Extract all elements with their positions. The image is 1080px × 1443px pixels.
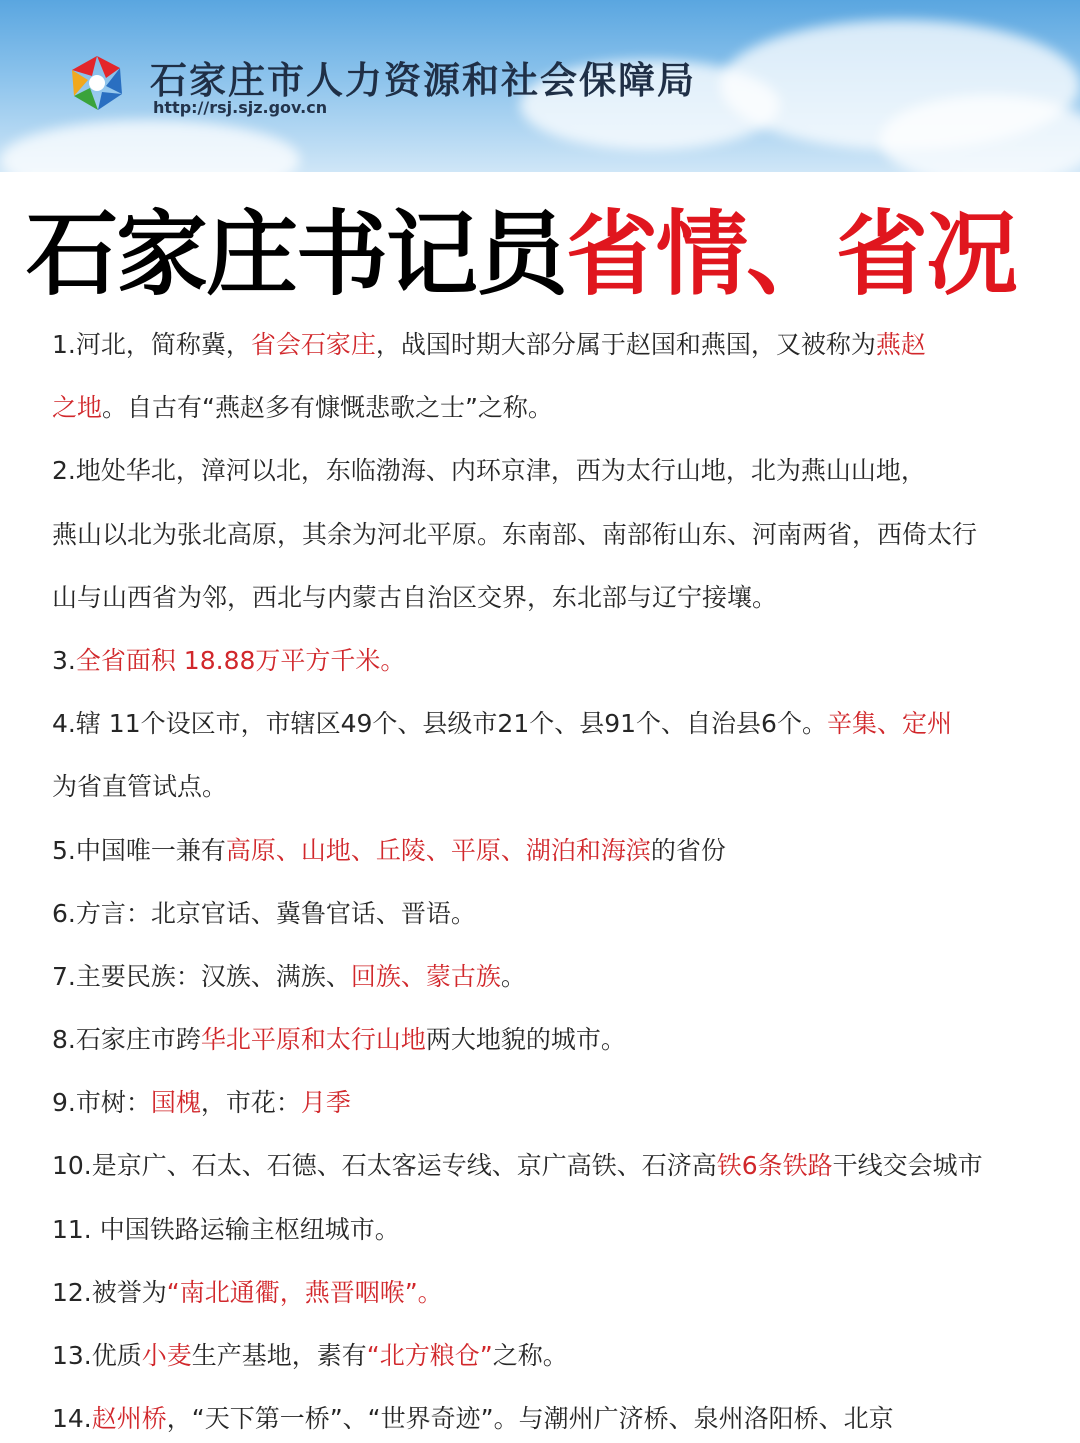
body-text: 的省份 [650, 835, 726, 865]
body-text: 干线交会城市 [832, 1151, 983, 1181]
body-text: ，战国时期大部分属于赵国和燕国，又被称为 [375, 330, 876, 359]
body-text: 生产基地，素有 [191, 1341, 367, 1370]
fact-line [52, 882, 1072, 945]
fact-line [52, 1008, 1072, 1071]
body-text: 10.是京广、石太、石德、石太客运专线、京广高铁、石济高 [52, 1151, 717, 1181]
fact-line [52, 1387, 1072, 1443]
fact-line [52, 313, 1072, 376]
highlight-text: 赵州桥 [91, 1404, 167, 1434]
pinwheel-logo-icon [62, 48, 132, 118]
body-text: ，“天下第一桥”、“世界奇迹”。与潮州广济桥、泉州洛阳桥、北京 [166, 1404, 894, 1434]
header-banner [0, 0, 1080, 172]
highlight-text: “南北通衢，燕晋咽喉”。 [166, 1277, 443, 1307]
page-title [26, 200, 1066, 310]
title-red-part: 省情、省况 [566, 201, 1017, 308]
body-text: 7.主要民族：汉族、满族、 [52, 961, 351, 991]
body-text: 两大地貌的城市。 [425, 1025, 626, 1055]
body-text: ，市花： [200, 1088, 301, 1118]
highlight-text: 辛集、定州 [826, 709, 952, 739]
organization-name: 石家庄市人力资源和社会保障局 [150, 58, 696, 102]
highlight-text: 铁6条铁路 [716, 1151, 833, 1181]
body-text: 之称。 [492, 1341, 568, 1370]
fact-line [52, 1261, 1072, 1324]
fact-line [52, 1134, 1072, 1197]
body-text: 山与山西省为邻，西北与内蒙古自治区交界，东北部与辽宁接壤。 [52, 582, 778, 612]
body-text: 13.优质 [52, 1341, 142, 1370]
fact-line [52, 945, 1072, 1008]
title-black-part: 石家庄书记员 [26, 201, 567, 308]
cloud-decoration [0, 120, 300, 172]
body-text: 3. [52, 645, 76, 675]
highlight-text: 之地 [52, 393, 103, 423]
fact-line [52, 819, 1072, 882]
body-text: 6.方言：北京官话、冀鲁官话、晋语。 [52, 898, 476, 928]
fact-line [52, 503, 1072, 566]
body-text: 4.辖 11个设区市，市辖区49个、县级市21个、县91个、自治县6个。 [52, 709, 827, 739]
fact-line [52, 1324, 1072, 1387]
fact-line [52, 376, 1072, 439]
highlight-text: 华北平原和太行山地 [200, 1025, 426, 1055]
organization-url: http://rsj.sjz.gov.cn [153, 98, 328, 117]
highlight-text: 高原、山地、丘陵、平原、湖泊和海滨 [225, 835, 651, 865]
highlight-text: 月季 [300, 1088, 351, 1118]
fact-line [52, 755, 1072, 818]
body-text: 为省直管试点。 [52, 772, 228, 802]
fact-line [52, 439, 1072, 502]
body-text: 11. 中国铁路运输主枢纽城市。 [52, 1214, 400, 1244]
facts-list [52, 313, 1072, 1443]
highlight-text: 国槐 [150, 1088, 201, 1118]
fact-line [52, 1071, 1072, 1134]
body-text: 12.被誉为 [52, 1277, 167, 1307]
body-text: 14. [52, 1404, 92, 1434]
fact-line [52, 629, 1072, 692]
body-text: 燕山以北为张北高原，其余为河北平原。东南部、南部衔山东、河南两省，西倚太行 [52, 519, 978, 549]
highlight-text: 省会石家庄 [250, 330, 376, 359]
highlight-text: 回族、蒙古族 [350, 961, 501, 991]
fact-line [52, 1198, 1072, 1261]
body-text: 2.地处华北，漳河以北，东临渤海、内环京津，西为太行山地，北为燕山山地， [52, 456, 926, 486]
fact-line [52, 566, 1072, 629]
highlight-text: 小麦 [141, 1341, 192, 1370]
highlight-text: “北方粮仓” [366, 1341, 493, 1370]
body-text: 5.中国唯一兼有 [52, 835, 226, 865]
highlight-text: 全省面积 18.88万平方千米。 [75, 645, 406, 675]
body-text: 9.市树： [52, 1088, 151, 1118]
fact-line [52, 692, 1072, 755]
body-text: 。 [500, 961, 526, 991]
body-text: 8.石家庄市跨 [52, 1025, 201, 1055]
highlight-text: 燕赵 [875, 330, 926, 359]
body-text: 1.河北，简称冀， [52, 330, 251, 359]
body-text: 。自古有“燕赵多有慷慨悲歌之士”之称。 [102, 393, 553, 423]
